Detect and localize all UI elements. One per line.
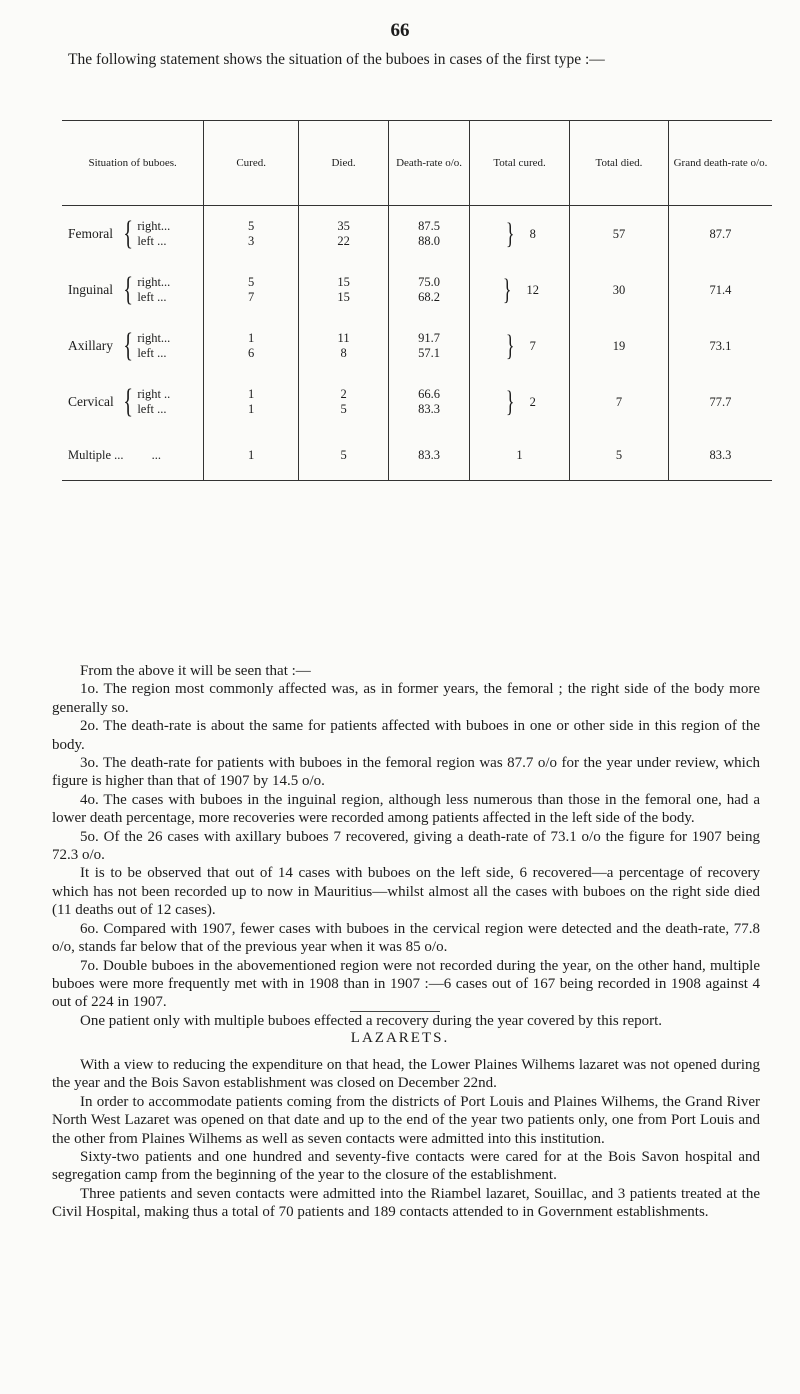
table-cell: 1 xyxy=(248,387,255,401)
table-cell: 71.4 xyxy=(668,262,772,318)
side-label: left ... xyxy=(137,234,167,248)
header-grand-rate: Grand death-rate o/o. xyxy=(668,121,772,206)
table-row xyxy=(62,206,772,263)
table-cell: 87.5 xyxy=(418,219,440,233)
header-cured: Cured. xyxy=(204,121,299,206)
brace-glyph: { xyxy=(123,271,134,308)
table-cell: 75.0 xyxy=(418,275,440,289)
table-cell: 73.1 xyxy=(668,318,772,374)
header-total-cured: Total cured. xyxy=(470,121,570,206)
brace-glyph: { xyxy=(123,383,134,420)
side-label: right .. xyxy=(137,387,171,401)
table-cell: 8 xyxy=(340,346,347,360)
table-cell: 6 xyxy=(248,346,255,360)
side-label: right... xyxy=(137,331,171,345)
paragraph: It is to be observed that out of 14 cases with buboes on the left side, 6 recovered—a percentage of recovery which has not been recorded up to now in Mauritius—whilst almost all the cases with buboes on the right side died (11 deaths out of 12 cases). xyxy=(52,865,760,919)
site-name: Axillary xyxy=(68,338,113,353)
table-cell: 35 xyxy=(337,219,350,233)
brace-glyph: } xyxy=(506,329,515,362)
intro-text: The following statement shows the situation of the buboes in cases of the first type :— xyxy=(68,51,605,68)
table-cell: 7 xyxy=(248,290,255,304)
table-cell: 68.2 xyxy=(418,290,440,304)
table-cell: 3 xyxy=(248,234,255,248)
brace-glyph: } xyxy=(506,217,515,250)
table-cell: 5 xyxy=(340,402,347,416)
table-cell: 1 xyxy=(470,430,570,481)
table-cell: 83.3 xyxy=(668,430,772,481)
table-cell: 91.7 xyxy=(418,331,440,345)
paragraph: In order to accommodate patients coming from the districts of Port Louis and Plaines Wilhems, the Grand River North West Lazaret was opened on that date and up to the end of the year two patients only, one from Port Louis and the other from Plaines Wilhems as well as seven contacts were admitted into this institution. xyxy=(52,1093,760,1147)
header-died: Died. xyxy=(299,121,389,206)
table-cell: 77.7 xyxy=(668,374,772,430)
table-cell: 2 xyxy=(529,394,536,409)
findings-text xyxy=(52,662,760,1030)
table-row-multiple xyxy=(62,430,772,481)
table-cell: 83.3 xyxy=(389,430,470,481)
site-name: Cervical xyxy=(68,394,114,409)
table-cell: 57 xyxy=(570,206,669,263)
table-cell: 15 xyxy=(337,275,350,289)
paragraph: 1o. The region most commonly affected was, as in former years, the femoral ; the right side of the body more generally so. xyxy=(52,681,760,716)
table-cell: 1 xyxy=(248,331,255,345)
paragraph: 2o. The death-rate is about the same for patients affected with buboes in one or other side in this region of the body. xyxy=(52,718,760,753)
paragraph: 7o. Double buboes in the abovementioned region were not recorded during the year, on the other hand, multiple buboes were more frequently met with in 1908 than in 1907 :—6 cases out of 167 being recorded in 1908 against 4 out of 224 in 1907. xyxy=(52,957,760,1011)
table-row xyxy=(62,262,772,318)
page-number: 66 xyxy=(390,20,410,41)
buboes-table xyxy=(62,120,772,481)
table-row xyxy=(62,374,772,430)
table-cell: 12 xyxy=(526,282,539,297)
table-cell: 1 xyxy=(204,430,299,481)
side-label: left ... xyxy=(137,346,167,360)
paragraph: 6o. Compared with 1907, fewer cases with buboes in the cervical region were detected and the death-rate, 77.8 o/o, stands far below that of the previous year when it was 85 o/o. xyxy=(52,920,760,956)
side-label: right... xyxy=(137,219,171,233)
header-death-rate: Death-rate o/o. xyxy=(389,121,470,206)
paragraph: Sixty-two patients and one hundred and seventy-five contacts were cared for at the Bois Savon hospital and segregation camp from the beginning of the year to the closure of the establishment. xyxy=(52,1149,760,1184)
table-cell: 19 xyxy=(570,318,669,374)
table-cell: 30 xyxy=(570,262,669,318)
brace-glyph: { xyxy=(123,327,134,364)
paragraph: With a view to reducing the expenditure on that head, the Lower Plaines Wilhems lazaret was not opened during the year and the Bois Savon establishment was closed on December 22nd. xyxy=(52,1057,760,1092)
paragraph: 5o. Of the 26 cases with axillary buboes 7 recovered, giving a death-rate of 73.1 o/o the figure for 1907 being 72.3 o/o. xyxy=(52,828,760,864)
side-label: left ... xyxy=(137,402,167,416)
table-cell: 1 xyxy=(248,402,255,416)
brace-glyph: { xyxy=(123,215,134,252)
table-cell: 11 xyxy=(337,331,350,345)
paragraph: One patient only with multiple buboes effected a recovery during the year covered by this report. xyxy=(80,1012,663,1029)
table-cell: 8 xyxy=(529,226,536,241)
table-cell: 88.0 xyxy=(418,234,440,248)
side-label: right... xyxy=(137,275,171,289)
lazarets-text xyxy=(52,1056,760,1222)
table-cell: 2 xyxy=(340,387,347,401)
site-name: Multiple ... xyxy=(68,447,124,462)
paragraph: 4o. The cases with buboes in the inguinal region, although less numerous than those in the femoral one, had a lower death percentage, more recoveries were recorded among patients affected in the left side of the body. xyxy=(52,791,760,827)
table-cell: 5 xyxy=(570,430,669,481)
header-total-died: Total died. xyxy=(570,121,669,206)
table-header-row xyxy=(62,121,772,206)
site-name: Inguinal xyxy=(68,282,113,297)
section-heading: LAZARETS. xyxy=(350,1030,450,1046)
table-cell: 66.6 xyxy=(418,387,440,401)
table-row xyxy=(62,318,772,374)
section-divider xyxy=(350,1011,440,1012)
header-situation: Situation of buboes. xyxy=(62,121,204,206)
leader-dots: ... xyxy=(151,447,161,462)
brace-glyph: } xyxy=(502,273,512,306)
table-cell: 57.1 xyxy=(418,346,440,360)
site-name: Femoral xyxy=(68,226,113,241)
table-cell: 22 xyxy=(337,234,350,248)
table-cell: 5 xyxy=(248,275,255,289)
table-cell: 5 xyxy=(248,219,255,233)
brace-glyph: } xyxy=(506,385,515,418)
table-cell: 7 xyxy=(529,338,536,353)
table-cell: 15 xyxy=(337,290,350,304)
paragraph: 3o. The death-rate for patients with buboes in the femoral region was 87.7 o/o for the year under review, which figure is higher than that of 1907 by 14.5 o/o. xyxy=(52,755,760,790)
table-cell: 5 xyxy=(299,430,389,481)
side-label: left ... xyxy=(137,290,167,304)
paragraph: Three patients and seven contacts were admitted into the Riambel lazaret, Souillac, and 3 patients treated at the Civil Hospital, making thus a total of 70 patients and 189 contacts attended to in Government establishments. xyxy=(52,1185,760,1221)
table-cell: 87.7 xyxy=(668,206,772,263)
paragraph: From the above it will be seen that :— xyxy=(80,663,311,679)
table-cell: 7 xyxy=(570,374,669,430)
table-cell: 83.3 xyxy=(418,402,440,416)
